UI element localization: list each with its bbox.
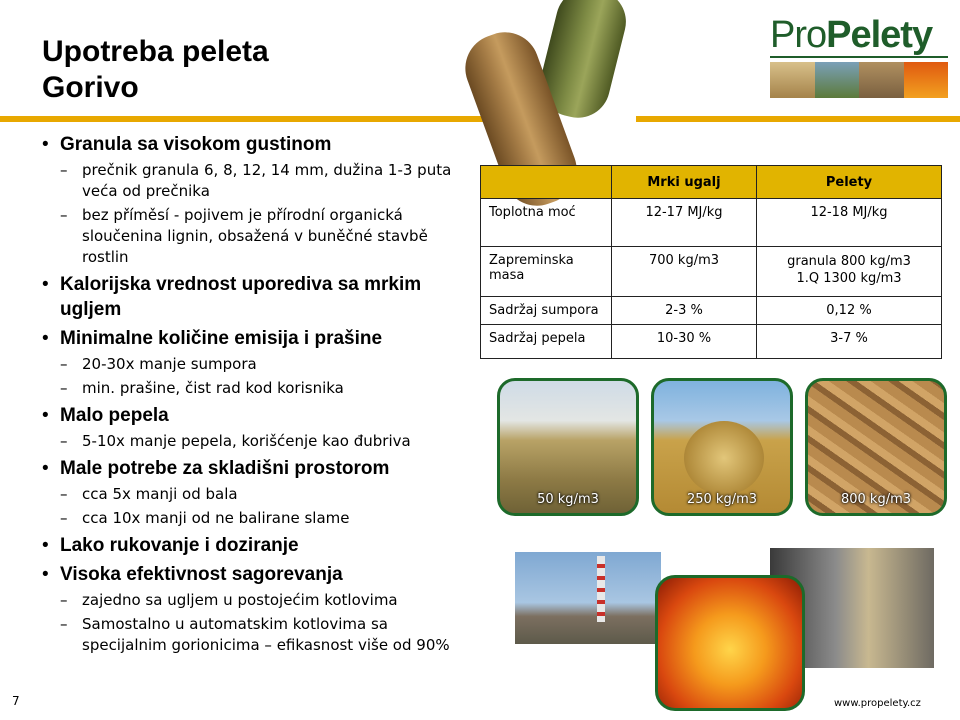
table-row	[481, 247, 942, 297]
page-number: 7	[12, 694, 20, 708]
logo-image-strip	[770, 62, 948, 98]
sub-bullet-item: – cca 5x manji od bala	[42, 484, 462, 505]
propelety-logo: ProPelety	[770, 14, 933, 56]
sub-bullet-item: – bez příměsí - pojivem je přírodní organická sloučenina lignin, obsažená v buněčné stavbě rostlin	[42, 205, 462, 268]
table-cell: 3-7 %	[757, 325, 942, 359]
slide-title	[42, 34, 269, 106]
table-cell: Sadržaj pepela	[481, 325, 612, 359]
slide-title-line2: Gorivo	[42, 71, 139, 104]
logo-underline	[770, 56, 948, 58]
title-underline-right	[636, 116, 960, 122]
sub-bullet-item: – 5-10x manje pepela, korišćenje kao đubriva	[42, 431, 462, 452]
table-row	[481, 297, 942, 325]
sub-bullet-item: – zajedno sa ugljem u postojećim kotlovima	[42, 590, 462, 611]
table-header-cell: Pelety	[757, 166, 942, 199]
table-cell: Zapreminska masa	[481, 247, 612, 297]
table-cell: Toplotna moć	[481, 199, 612, 247]
photo-caption: 250 kg/m3	[686, 492, 758, 507]
bullet-item: • Minimalne količine emisija i prašine	[42, 326, 462, 351]
bullet-item: • Lako rukovanje i doziranje	[42, 533, 462, 558]
table-header-cell	[481, 166, 612, 199]
slide-title-line1: Upotreba peleta	[42, 35, 269, 68]
photo-caption: 50 kg/m3	[537, 492, 599, 507]
table-cell: 0,12 %	[757, 297, 942, 325]
sub-bullet-item: – 20-30x manje sumpora	[42, 354, 462, 375]
bullet-list	[42, 128, 462, 656]
bullet-item: • Malo pepela	[42, 403, 462, 428]
fire-photo	[655, 575, 805, 711]
table-cell: 10-30 %	[612, 325, 757, 359]
table-cell: 12-17 MJ/kg	[612, 199, 757, 247]
bullet-item: • Male potrebe za skladišni prostorom	[42, 456, 462, 481]
power-plant-photo	[515, 552, 661, 644]
table-cell: 12-18 MJ/kg	[757, 199, 942, 247]
comparison-table	[480, 165, 942, 359]
table-cell: Sadržaj sumpora	[481, 297, 612, 325]
photo-caption: 800 kg/m3	[840, 492, 912, 507]
table-header-row	[481, 166, 942, 199]
table-cell: 700 kg/m3	[612, 247, 757, 297]
table-cell: granula 800 kg/m3 1.Q 1300 kg/m3	[757, 247, 942, 297]
table-cell: 2-3 %	[612, 297, 757, 325]
sub-bullet-item: – Samostalno u automatskim kotlovima sa specijalnim gorionicima – efikasnost više od 90%	[42, 614, 462, 656]
table-row	[481, 199, 942, 247]
sub-bullet-item: – min. prašine, čist rad kod korisnika	[42, 378, 462, 399]
title-underline	[0, 116, 500, 122]
bullet-item: • Granula sa visokom gustinom	[42, 132, 462, 157]
sub-bullet-item: – prečnik granula 6, 8, 12, 14 mm, dužina 1-3 puta veća od prečnika	[42, 160, 462, 202]
bullet-item: • Visoka efektivnost sagorevanja	[42, 562, 462, 587]
footer-url: www.propelety.cz	[834, 698, 921, 709]
straw-heap-photo	[497, 378, 639, 516]
table-header-cell: Mrki ugalj	[612, 166, 757, 199]
pellets-photo	[805, 378, 947, 516]
table-row	[481, 325, 942, 359]
sub-bullet-item: – cca 10x manji od ne balirane slame	[42, 508, 462, 529]
bullet-item: • Kalorijska vrednost uporediva sa mrkim ugljem	[42, 272, 462, 322]
hay-bale-photo	[651, 378, 793, 516]
